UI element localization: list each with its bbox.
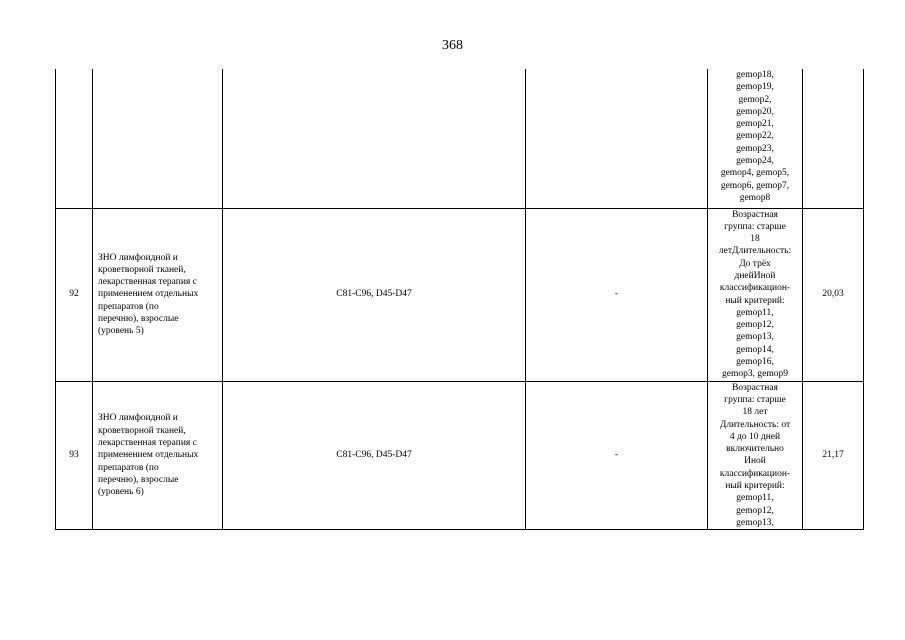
criteria-line: gemop20, [736,106,774,117]
criteria-line: классификацион- [719,468,791,479]
diagnosis-codes: C81-C96, D45-D47 [223,381,526,530]
criteria-line: 18 [750,234,760,245]
tariff-table [55,69,864,530]
criteria-line: Длительность: от [719,419,791,430]
criteria-line: gemop8 [739,192,771,203]
group-name-line: препаратов (по [98,462,159,473]
classification-criteria [708,208,803,381]
criteria-line: Иной [744,456,766,467]
group-name-line: (уровень 5) [98,326,144,337]
group-name-line: перечню), взрослые [98,314,179,325]
criteria-line: gemop12, [736,505,774,516]
criteria-line: gemop13, [736,332,774,343]
criteria-line: gemop13, [736,517,774,528]
coefficient: 20,03 [803,208,864,381]
group-name-line: ЗНО лимфоидной и [98,413,178,424]
criteria-line: gemop3, gemop9 [722,369,788,380]
criteria-line: классификацион- [719,283,791,294]
group-name-line: лекарственная терапия с [98,277,197,288]
criteria-line: 4 до 10 дней [729,431,781,442]
group-name-line: применением отдельных [98,450,199,461]
criteria-line: gemop18, [736,70,774,80]
criteria-line: летДлительность: [718,246,792,257]
criteria-line: ный критерий: [725,481,785,492]
criteria-line: Возрастная [732,209,778,220]
group-name-line: перечню), взрослые [98,474,179,485]
diagnosis-codes [223,69,526,208]
coefficient [803,69,864,208]
criteria-line: gemop22, [736,131,774,142]
group-name-line: кроветворной тканей, [98,264,186,275]
criteria-line: gemop11, [736,307,774,318]
row-number: 92 [56,208,93,381]
criteria-line: днейИной [734,270,776,281]
criteria-line: gemop14, [736,344,774,355]
criteria-line: gemop12, [736,320,774,331]
criteria-line: ный критерий: [725,295,785,306]
criteria-line: gemop21, [736,119,774,130]
criteria-line: gemop2, [738,94,772,105]
coefficient: 21,17 [803,381,864,530]
group-name-line: применением отдельных [98,289,199,300]
criteria-line: gemop24, [736,156,774,167]
table-row [56,69,864,208]
additional-criteria: - [526,208,708,381]
criteria-line: gemop6, gemop7, [720,180,790,191]
page-number: 368 [442,38,463,53]
diagnosis-codes: C81-C96, D45-D47 [223,208,526,381]
additional-criteria: - [526,381,708,530]
criteria-line: gemop11, [736,493,774,504]
additional-criteria [526,69,708,208]
row-number [56,69,93,208]
criteria-line: Возрастная [732,382,778,393]
criteria-line: группа: старше [724,221,786,232]
criteria-line: gemop19, [736,82,774,93]
group-name [93,69,223,208]
criteria-line: группа: старше [724,394,786,405]
group-name-line: (уровень 6) [98,487,144,498]
row-number: 93 [56,381,93,530]
classification-criteria [708,381,803,530]
table-row [56,208,864,381]
group-name-line: препаратов (по [98,301,159,312]
criteria-line: gemop23, [736,143,774,154]
criteria-line: включительно [726,444,784,455]
table-row [56,381,864,530]
group-name-line: лекарственная терапия с [98,437,197,448]
criteria-line: gemop4, gemop5, [720,168,790,179]
group-name-line: ЗНО лимфоидной и [98,252,178,263]
criteria-line: До трёх [739,258,771,269]
group-name-line: кроветворной тканей, [98,425,186,436]
classification-criteria [708,69,803,208]
group-name [93,381,223,530]
group-name [93,208,223,381]
criteria-line: gemop16, [736,357,774,368]
criteria-line: 18 лет [742,407,768,418]
